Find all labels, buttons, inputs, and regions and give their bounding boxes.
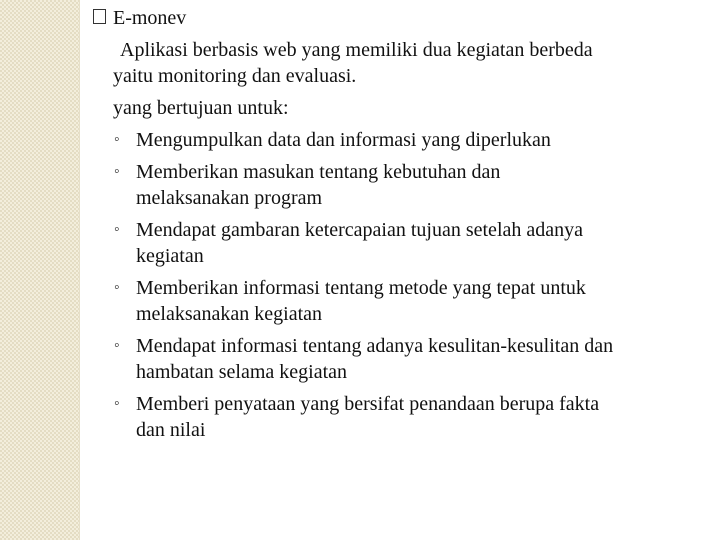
square-bullet-icon (93, 9, 106, 24)
list-item-4-line-2: melaksanakan kegiatan (136, 303, 323, 325)
circle-bullet-icon: ◦ (114, 131, 120, 148)
list-item-3-line-2: kegiatan (136, 245, 204, 267)
list-item-5-line-2: hambatan selama kegiatan (136, 361, 348, 383)
intro-text-line-2: yaitu monitoring dan evaluasi. (113, 65, 357, 87)
list-item-3-line-1: Mendapat gambaran ketercapaian tujuan setelah adanya (136, 219, 584, 241)
circle-bullet-icon: ◦ (114, 279, 120, 296)
list-item-5-line-1: Mendapat informasi tentang adanya kesulitan-kesulitan dan (136, 335, 614, 357)
list-item-2-line-1: Memberikan masukan tentang kebutuhan dan (136, 161, 501, 183)
circle-bullet-icon: ◦ (114, 221, 120, 238)
list-item-4-line-1: Memberikan informasi tentang metode yang tepat untuk (136, 277, 586, 299)
slide-heading: E-monev (113, 7, 187, 29)
list-item-2-line-2: melaksanakan program (136, 187, 323, 209)
intro-text-line-3: yang bertujuan untuk: (113, 97, 289, 119)
circle-bullet-icon: ◦ (114, 163, 120, 180)
circle-bullet-icon: ◦ (114, 395, 120, 412)
list-item-6-line-2: dan nilai (136, 419, 206, 441)
circle-bullet-icon: ◦ (114, 337, 120, 354)
intro-text-line-1: Aplikasi berbasis web yang memiliki dua kegiatan berbeda (120, 39, 593, 61)
list-item-1-line-1: Mengumpulkan data dan informasi yang diperlukan (136, 129, 551, 151)
list-item-6-line-1: Memberi penyataan yang bersifat penandaan berupa fakta (136, 393, 600, 415)
